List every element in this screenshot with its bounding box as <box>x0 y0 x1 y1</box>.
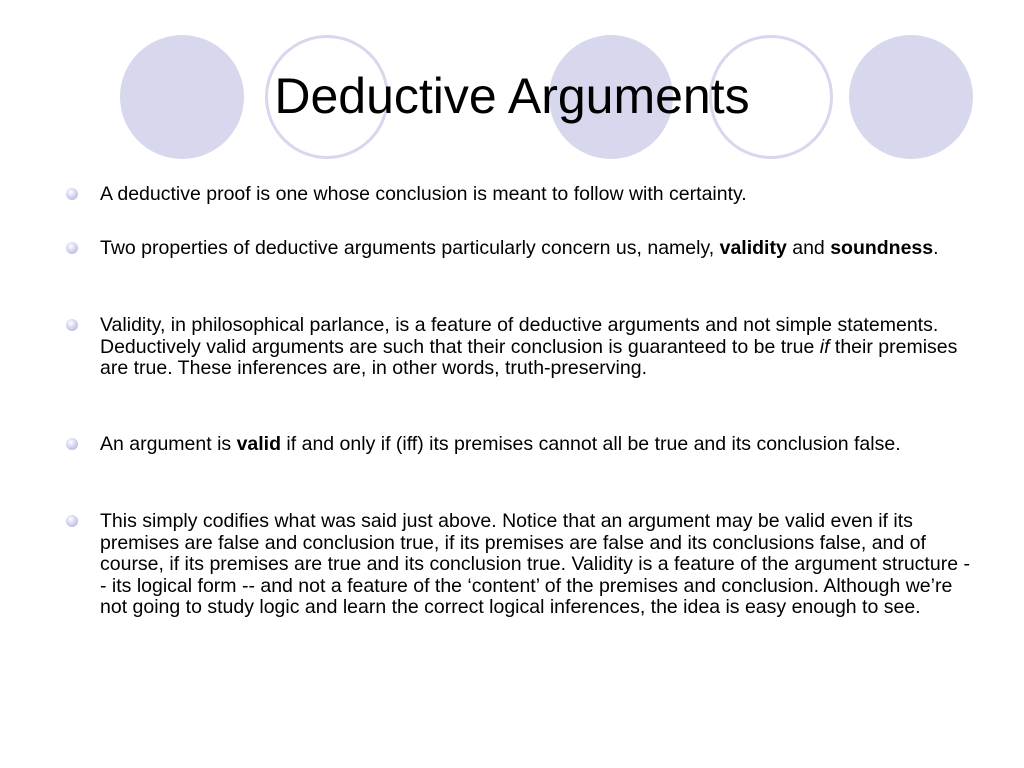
bullet-text: . <box>933 237 939 259</box>
bullet-text: if and only if (iff) its premises cannot all be true and its conclusion false. <box>281 433 901 455</box>
bold-term: soundness <box>830 237 934 259</box>
bullet-dot-icon <box>66 515 78 527</box>
bullet-item <box>100 184 972 206</box>
bold-term: validity <box>719 237 787 259</box>
bullet-dot-icon <box>66 188 78 200</box>
bullet-text: and <box>786 237 831 259</box>
bullet-item <box>100 238 972 260</box>
bullet-text: their premises are true. These inferences are, in other words, truth-preserving. <box>100 335 958 379</box>
bullet-dot-icon <box>66 438 78 450</box>
bullet-text: Validity, in philosophical parlance, is a feature of deductive arguments and not simple statements. Deductively valid arguments are such that their conclusion is guaranteed to be true <box>100 314 939 358</box>
bullet-text: This simply codifies what was said just above. Notice that an argument may be valid even if its premises are false and conclusion true, if its premises are false and its conclusions false, and of course, if its premises are true and its conclusion true. Validity is a feature of the argument structure -- its logical form -- and not a feature of the ‘content’ of the premises and conclusion. Although we’re not going to study logic and learn the correct logical inferences, the idea is easy enough to see. <box>100 510 970 618</box>
bullet-dot-icon <box>66 319 78 331</box>
italic-term: if <box>819 335 830 358</box>
bold-term: valid <box>236 433 282 455</box>
bullet-item <box>100 511 972 619</box>
bullet-dot-icon <box>66 242 78 254</box>
bullet-text: An argument is <box>100 433 237 455</box>
bullet-item <box>100 434 972 456</box>
bullet-item <box>100 315 972 380</box>
slide-title: Deductive Arguments <box>274 68 750 124</box>
bullet-text: A deductive proof is one whose conclusion is meant to follow with certainty. <box>100 183 747 205</box>
bullet-text: Two properties of deductive arguments particularly concern us, namely, <box>100 237 720 259</box>
